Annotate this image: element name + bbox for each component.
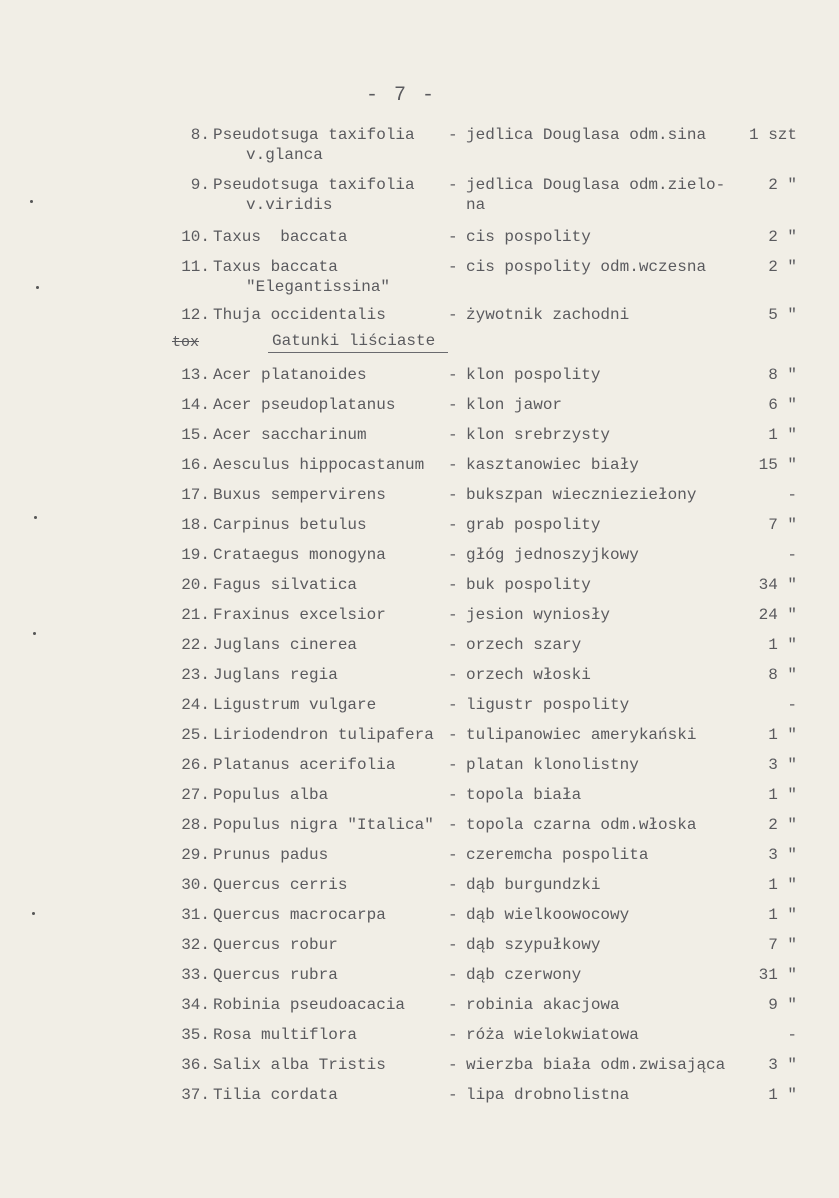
section-strikeout-mark: tox [172, 334, 200, 351]
quantity: - [787, 696, 797, 714]
list-item [0, 576, 839, 598]
separator-dash: - [448, 456, 458, 474]
item-number: 26. [181, 756, 210, 774]
latin-name: Crataegus monogyna [213, 546, 386, 564]
list-item [0, 1056, 839, 1078]
latin-name: Quercus rubra [213, 966, 338, 984]
polish-name: klon srebrzysty [466, 426, 611, 444]
quantity: 34 " [758, 576, 797, 594]
polish-name: topola czarna odm.włoska [466, 816, 697, 834]
item-number: 34. [181, 996, 210, 1014]
list-item [0, 966, 839, 988]
latin-name: Salix alba Tristis [213, 1056, 386, 1074]
polish-name: grab pospolity [466, 516, 601, 534]
polish-name: lipa drobnolistna [466, 1086, 630, 1104]
item-number: 27. [181, 786, 210, 804]
separator-dash: - [448, 516, 458, 534]
section-header: Gatunki liściaste [272, 332, 436, 350]
latin-name: Ligustrum vulgare [213, 696, 377, 714]
latin-name: Liriodendron tulipafera [213, 726, 434, 744]
polish-name: dąb szypułkowy [466, 936, 601, 954]
polish-name: buk pospolity [466, 576, 591, 594]
latin-name: Platanus acerifolia [213, 756, 396, 774]
margin-mark [32, 912, 35, 915]
item-number: 30. [181, 876, 210, 894]
list-item [0, 1086, 839, 1108]
separator-dash: - [448, 426, 458, 444]
polish-name: platan klonolistny [466, 756, 639, 774]
list-item [0, 666, 839, 688]
list-item [0, 1026, 839, 1048]
item-number: 25. [181, 726, 210, 744]
latin-name: Robinia pseudoacacia [213, 996, 406, 1014]
separator-dash: - [448, 876, 458, 894]
latin-name: Fraxinus excelsior [213, 606, 386, 624]
polish-name: wierzba biała odm.zwisająca [466, 1056, 726, 1074]
margin-mark [30, 200, 33, 203]
quantity: 1 " [768, 876, 797, 894]
latin-name: Thuja occidentalis [213, 306, 386, 324]
item-number: 31. [181, 906, 210, 924]
latin-name: Tilia cordata [213, 1086, 338, 1104]
separator-dash: - [448, 816, 458, 834]
list-item [0, 306, 839, 328]
quantity: 7 " [768, 516, 797, 534]
polish-name: czeremcha pospolita [466, 846, 649, 864]
item-number: 23. [181, 666, 210, 684]
list-item [0, 426, 839, 448]
separator-dash: - [448, 1086, 458, 1104]
margin-mark [33, 632, 36, 635]
polish-name: tulipanowiec amerykański [466, 726, 697, 744]
item-number: 33. [181, 966, 210, 984]
list-item [0, 258, 839, 280]
polish-name: dąb wielkoowocowy [466, 906, 630, 924]
latin-variety: v.glanca [246, 146, 323, 164]
latin-name: Populus nigra "Italica" [213, 816, 434, 834]
latin-name: Quercus macrocarpa [213, 906, 386, 924]
list-item [0, 228, 839, 250]
quantity: 8 " [768, 366, 797, 384]
separator-dash: - [448, 786, 458, 804]
polish-name: klon pospolity [466, 366, 601, 384]
latin-name: Carpinus betulus [213, 516, 367, 534]
separator-dash: - [448, 366, 458, 384]
list-item [0, 176, 839, 198]
list-item [0, 516, 839, 538]
separator-dash: - [448, 576, 458, 594]
polish-name: jedlica Douglasa odm.sina [466, 126, 707, 144]
separator-dash: - [448, 756, 458, 774]
quantity: 1 " [768, 1086, 797, 1104]
item-number: 37. [181, 1086, 210, 1104]
quantity: 1 " [768, 786, 797, 804]
separator-dash: - [448, 936, 458, 954]
polish-name: ligustr pospolity [466, 696, 630, 714]
item-number: 10. [181, 228, 210, 246]
item-number: 12. [181, 306, 210, 324]
polish-name: róża wielokwiatowa [466, 1026, 639, 1044]
quantity: 1 " [768, 726, 797, 744]
latin-name: Taxus baccata [213, 258, 338, 276]
item-number: 18. [181, 516, 210, 534]
item-number: 17. [181, 486, 210, 504]
latin-name: Aesculus hippocastanum [213, 456, 425, 474]
quantity: 6 " [768, 396, 797, 414]
list-item [0, 366, 839, 388]
item-number: 28. [181, 816, 210, 834]
polish-name: orzech szary [466, 636, 582, 654]
quantity: 7 " [768, 936, 797, 954]
separator-dash: - [448, 1026, 458, 1044]
latin-name: Quercus cerris [213, 876, 348, 894]
item-number: 29. [181, 846, 210, 864]
latin-name: Juglans cinerea [213, 636, 358, 654]
polish-name: topola biała [466, 786, 582, 804]
separator-dash: - [448, 486, 458, 504]
list-item [0, 786, 839, 808]
margin-mark [36, 286, 39, 289]
latin-variety: v.viridis [246, 196, 333, 214]
polish-name: cis pospolity odm.wczesna [466, 258, 707, 276]
item-number: 20. [181, 576, 210, 594]
polish-name-continuation: na [466, 196, 486, 214]
quantity: 31 " [758, 966, 797, 984]
quantity: 2 " [768, 228, 797, 246]
quantity: 8 " [768, 666, 797, 684]
quantity: 1 " [768, 906, 797, 924]
item-number: 13. [181, 366, 210, 384]
latin-name: Juglans regia [213, 666, 338, 684]
quantity: - [787, 1026, 797, 1044]
item-number: 9. [190, 176, 210, 194]
separator-dash: - [448, 696, 458, 714]
item-number: 8. [190, 126, 210, 144]
section-header-underline [268, 352, 448, 353]
item-number: 36. [181, 1056, 210, 1074]
list-item [0, 126, 839, 148]
item-number: 32. [181, 936, 210, 954]
list-item [0, 636, 839, 658]
list-item [0, 546, 839, 568]
polish-name: jesion wyniosły [466, 606, 611, 624]
item-number: 16. [181, 456, 210, 474]
list-item [0, 996, 839, 1018]
latin-name: Quercus robur [213, 936, 338, 954]
latin-name: Fagus silvatica [213, 576, 358, 594]
latin-name: Rosa multiflora [213, 1026, 358, 1044]
separator-dash: - [448, 396, 458, 414]
separator-dash: - [448, 606, 458, 624]
item-number: 19. [181, 546, 210, 564]
separator-dash: - [448, 228, 458, 246]
quantity: 3 " [768, 756, 797, 774]
list-item [0, 756, 839, 778]
quantity: 5 " [768, 306, 797, 324]
quantity: - [787, 546, 797, 564]
polish-name: cis pospolity [466, 228, 591, 246]
page-number: - 7 - [366, 84, 437, 107]
list-item [0, 936, 839, 958]
item-number: 22. [181, 636, 210, 654]
latin-name: Buxus sempervirens [213, 486, 386, 504]
list-item [0, 726, 839, 748]
polish-name: orzech włoski [466, 666, 591, 684]
separator-dash: - [448, 636, 458, 654]
separator-dash: - [448, 176, 458, 194]
quantity: 2 " [768, 176, 797, 194]
separator-dash: - [448, 126, 458, 144]
separator-dash: - [448, 996, 458, 1014]
quantity: - [787, 486, 797, 504]
quantity: 24 " [758, 606, 797, 624]
polish-name: bukszpan wiecznieziełony [466, 486, 697, 504]
item-number: 35. [181, 1026, 210, 1044]
list-item [0, 606, 839, 628]
quantity: 9 " [768, 996, 797, 1014]
latin-name: Acer saccharinum [213, 426, 367, 444]
latin-variety: "Elegantissina" [246, 278, 391, 296]
separator-dash: - [448, 726, 458, 744]
list-item [0, 876, 839, 898]
separator-dash: - [448, 666, 458, 684]
quantity: 3 " [768, 1056, 797, 1074]
quantity: 15 " [758, 456, 797, 474]
quantity: 2 " [768, 816, 797, 834]
polish-name: robinia akacjowa [466, 996, 620, 1014]
list-item [0, 456, 839, 478]
polish-name: kasztanowiec biały [466, 456, 639, 474]
latin-name: Taxus baccata [213, 228, 348, 246]
quantity: 2 " [768, 258, 797, 276]
separator-dash: - [448, 1056, 458, 1074]
item-number: 24. [181, 696, 210, 714]
list-item [0, 696, 839, 718]
list-item [0, 486, 839, 508]
separator-dash: - [448, 546, 458, 564]
item-number: 14. [181, 396, 210, 414]
polish-name: dąb czerwony [466, 966, 582, 984]
list-item [0, 396, 839, 418]
latin-name: Acer platanoides [213, 366, 367, 384]
quantity: 1 szt [748, 126, 797, 144]
latin-name: Pseudotsuga taxifolia [213, 126, 415, 144]
separator-dash: - [448, 258, 458, 276]
separator-dash: - [448, 906, 458, 924]
polish-name: żywotnik zachodni [466, 306, 630, 324]
separator-dash: - [448, 306, 458, 324]
polish-name: dąb burgundzki [466, 876, 601, 894]
quantity: 1 " [768, 636, 797, 654]
list-item [0, 906, 839, 928]
item-number: 15. [181, 426, 210, 444]
latin-name: Populus alba [213, 786, 329, 804]
margin-mark [34, 516, 37, 519]
polish-name: klon jawor [466, 396, 563, 414]
latin-name: Prunus padus [213, 846, 329, 864]
item-number: 21. [181, 606, 210, 624]
quantity: 3 " [768, 846, 797, 864]
polish-name: głóg jednoszyjkowy [466, 546, 639, 564]
latin-name: Acer pseudoplatanus [213, 396, 396, 414]
list-item [0, 846, 839, 868]
list-item [0, 816, 839, 838]
latin-name: Pseudotsuga taxifolia [213, 176, 415, 194]
separator-dash: - [448, 966, 458, 984]
separator-dash: - [448, 846, 458, 864]
polish-name: jedlica Douglasa odm.zielo- [466, 176, 726, 194]
quantity: 1 " [768, 426, 797, 444]
item-number: 11. [181, 258, 210, 276]
